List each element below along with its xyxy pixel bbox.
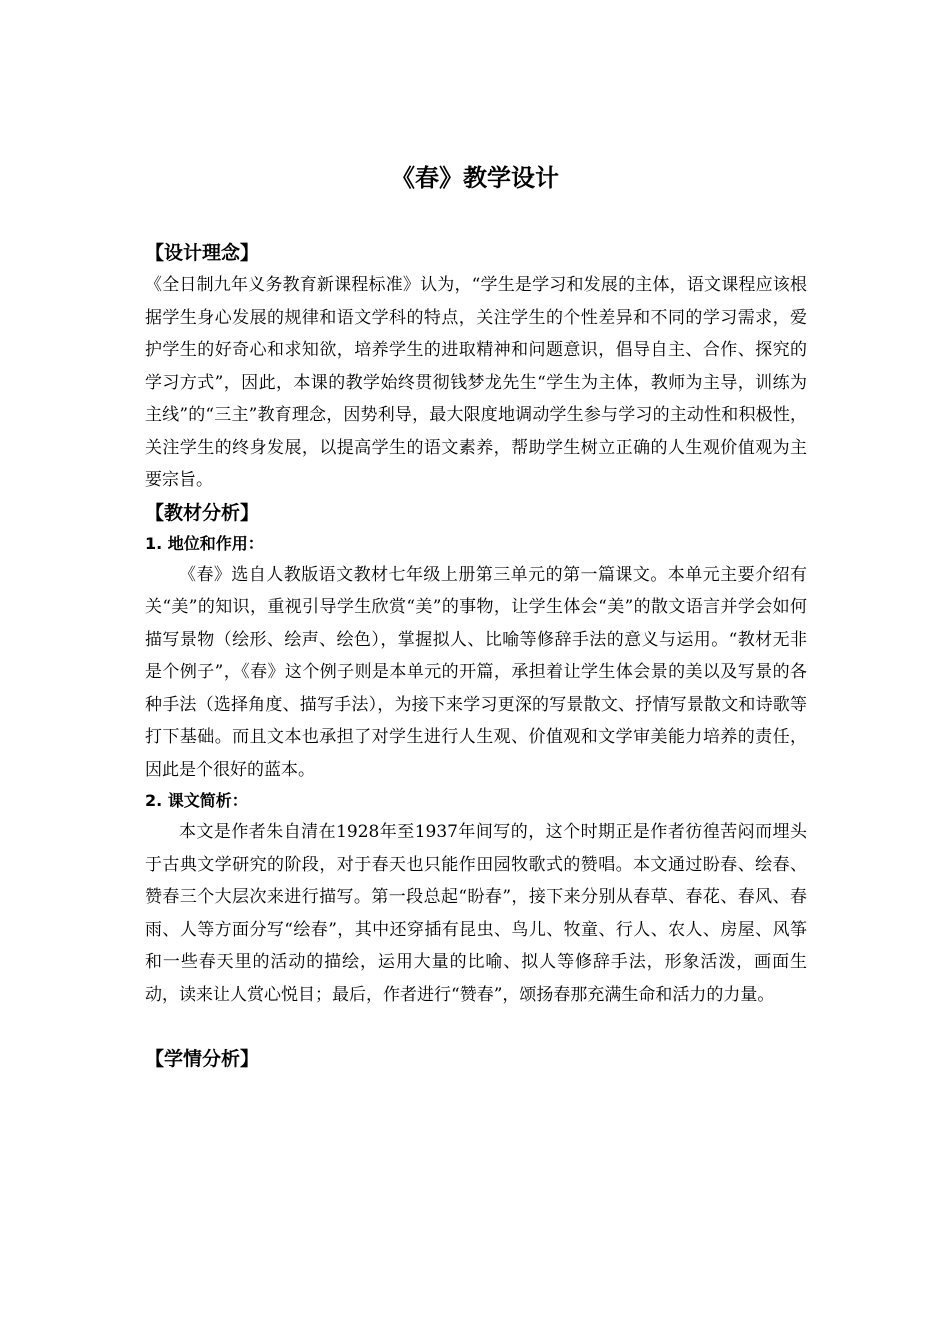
section-spacer <box>145 1011 807 1043</box>
section-textbook-analysis <box>145 497 807 1012</box>
subheading-text-brief: 2. 课文简析： <box>145 791 248 810</box>
text-brief-paragraph: 本文是作者朱自清在1928年至1937年间写的，这个时期正是作者彷徨苦闷而埋头于古典文学研究的阶段，对于春天也只能作田园牧歌式的赞唱。本文通过盼春、绘春、赞春三个大层次来进行描写。第一段总起“盼春”，接下来分别从春草、春花、春风、春雨、人等方面分写“绘春”，其中还穿插有昆虫、鸟儿、牧童、行人、农人、房屋、风筝和一些春天里的活动的描绘，运用大量的比喻、拟人等修辞手法，形象活泼，画面生动，读来让人赏心悦目；最后，作者进行“赞春”，颂扬春那充满生命和活力的力量。 <box>145 822 807 1005</box>
section-heading-textbook-analysis: 【教材分析】 <box>145 501 260 524</box>
section-design-concept <box>145 237 807 497</box>
position-role-paragraph: 《春》选自人教版语文教材七年级上册第三单元的第一篇课文。本单元主要介绍有关“美”的知识，重视引导学生欣赏“美”的事物，让学生体会“美”的散文语言并学会如何描写景物（绘形、绘声、绘色），掌握拟人、比喻等修辞手法的意义与运用。“教材无非是个例子”，《春》这个例子则是本单元的开篇，承担着让学生体会景的美以及写景的各种手法（选择角度、描写手法），为接下来学习更深的写景散文、抒情写景散文和诗歌等打下基础。而且文本也承担了对学生进行人生观、价值观和文学审美能力培养的责任，因此是个很好的蓝本。 <box>145 564 807 780</box>
section-heading-design-concept: 【设计理念】 <box>145 242 260 264</box>
document-title: 《春》教学设计 <box>391 164 559 192</box>
design-concept-paragraph: 《全日制九年义务教育新课程标准》认为，“学生是学习和发展的主体，语文课程应该根据学生身心发展的规律和语文学科的特点，关注学生的个性差异和不同的学习需求，爱护学生的好奇心和求知欲，培养学生的进取精神和问题意识，倡导自主、合作、探究的学习方式”，因此，本课的教学始终贯彻钱梦龙先生“学生为主体，教师为主导，训练为主线”的“三主”教育理念，因势利导，最大限度地调动学生参与学习的主动性和积极性，关注学生的终身发展，以提高学生的语文素养，帮助学生树立正确的人生观价值观为主要宗旨。 <box>145 275 807 490</box>
subheading-position-role: 1. 地位和作用： <box>145 533 264 553</box>
section-student-analysis <box>145 1043 807 1075</box>
section-heading-student-analysis: 【学情分析】 <box>145 1048 260 1070</box>
document-body <box>145 237 807 1075</box>
